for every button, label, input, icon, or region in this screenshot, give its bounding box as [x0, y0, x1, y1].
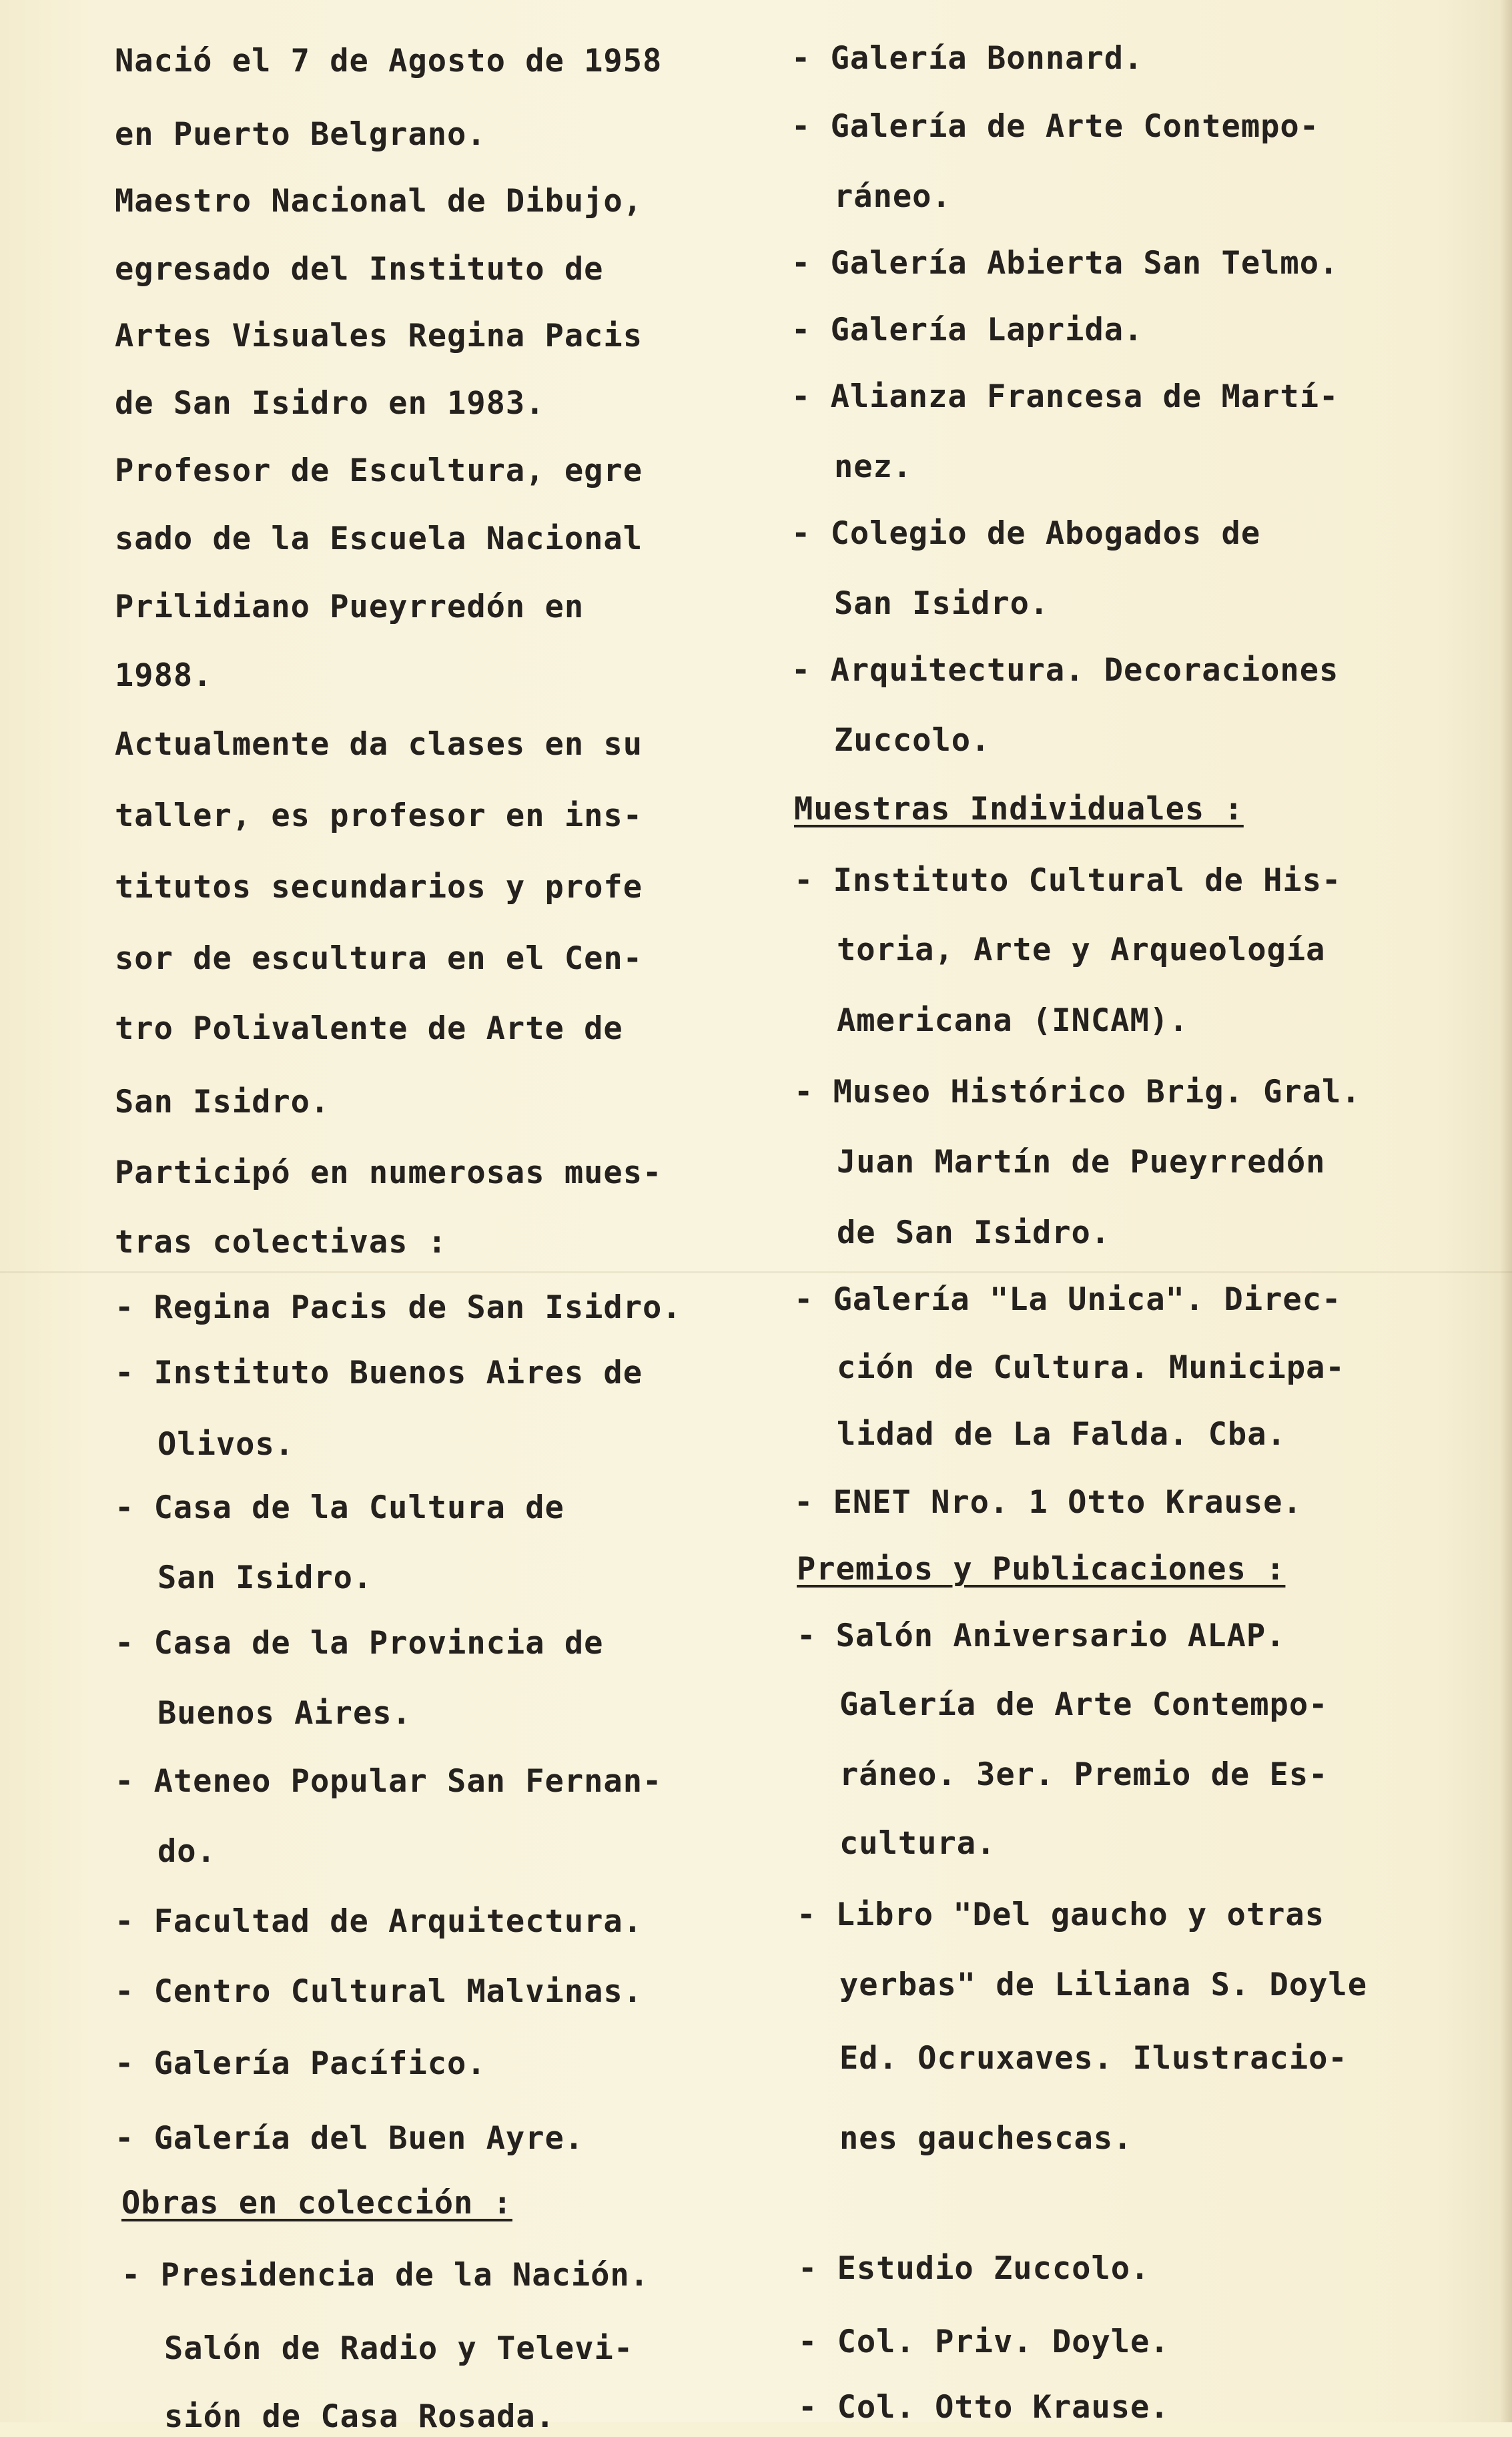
list-item: - Centro Cultural Malvinas.	[115, 1973, 643, 2010]
text-line: de San Isidro en 1983.	[115, 385, 545, 422]
list-item-cont: sión de Casa Rosada.	[164, 2398, 555, 2435]
list-item: - Regina Pacis de San Isidro.	[115, 1289, 682, 1326]
paper-fold	[0, 1271, 1512, 1273]
list-item-cont: San Isidro.	[834, 585, 1050, 622]
section-heading-premios: Premios y Publicaciones :	[797, 1551, 1286, 1588]
list-item: - Galería de Arte Contempo-	[791, 108, 1320, 145]
list-item-cont: toria, Arte y Arqueología	[837, 932, 1326, 968]
list-item-cont: ción de Cultura. Municipa-	[837, 1349, 1345, 1386]
list-item: - Facultad de Arquitectura.	[115, 1903, 643, 1940]
list-item-cont: nes gauchescas.	[839, 2120, 1133, 2157]
list-item: - Presidencia de la Nación.	[121, 2257, 650, 2294]
list-item: - ENET Nro. 1 Otto Krause.	[794, 1484, 1302, 1521]
list-item-cont: yerbas" de Liliana S. Doyle	[839, 1967, 1368, 2003]
text-line: egresado del Instituto de	[115, 251, 604, 288]
text-line: Artes Visuales Regina Pacis	[115, 318, 643, 354]
text-line: tro Polivalente de Arte de	[115, 1010, 623, 1047]
list-item-cont: do.	[157, 1833, 216, 1870]
list-item-cont: Galería de Arte Contempo-	[839, 1686, 1329, 1723]
list-item: - Instituto Cultural de His-	[794, 862, 1342, 899]
text-line: 1988.	[115, 657, 213, 694]
list-item: - Alianza Francesa de Martí-	[791, 378, 1339, 415]
text-line: sor de escultura en el Cen-	[115, 940, 643, 977]
list-item: - Col. Priv. Doyle.	[798, 2324, 1170, 2360]
list-item: - Galería Laprida.	[791, 312, 1144, 348]
list-item: - Arquitectura. Decoraciones	[791, 652, 1339, 689]
list-item: - Ateneo Popular San Fernan-	[115, 1763, 663, 1800]
list-item: - Colegio de Abogados de	[791, 515, 1261, 552]
list-item-cont: Olivos.	[157, 1426, 295, 1463]
list-item: - Museo Histórico Brig. Gral.	[794, 1074, 1361, 1110]
list-item-cont: ráneo. 3er. Premio de Es-	[839, 1756, 1329, 1793]
list-item-cont: Salón de Radio y Televi-	[164, 2330, 634, 2367]
list-item-cont: ráneo.	[834, 178, 952, 215]
list-item: - Instituto Buenos Aires de	[115, 1355, 643, 1391]
text-line: Nació el 7 de Agosto de 1958	[115, 43, 663, 79]
section-heading-obras: Obras en colección :	[121, 2185, 512, 2221]
list-item-cont: de San Isidro.	[837, 1214, 1111, 1251]
list-item: - Casa de la Cultura de	[115, 1489, 564, 1526]
text-line: Prilidiano Pueyrredón en	[115, 589, 585, 625]
text-line: taller, es profesor en ins-	[115, 797, 643, 834]
paper-edge	[1500, 0, 1512, 2422]
list-item-cont: nez.	[834, 448, 913, 485]
list-item: - Col. Otto Krause.	[798, 2389, 1170, 2426]
section-heading-muestras: Muestras Individuales :	[794, 791, 1244, 827]
list-item-cont: Juan Martín de Pueyrredón	[837, 1144, 1326, 1180]
section-intro: tras colectivas :	[115, 1224, 448, 1261]
list-item-cont: Ed. Ocruxaves. Ilustracio-	[839, 2040, 1348, 2077]
list-item: - Libro "Del gaucho y otras	[797, 1896, 1325, 1933]
text-line: sado de la Escuela Nacional	[115, 520, 643, 557]
list-item: - Galería Abierta San Telmo.	[791, 245, 1339, 282]
text-line: San Isidro.	[115, 1084, 330, 1120]
list-item-cont: Buenos Aires.	[157, 1695, 412, 1732]
list-item: - Galería del Buen Ayre.	[115, 2120, 585, 2157]
list-item: - Galería Bonnard.	[791, 40, 1144, 77]
text-line: Actualmente da clases en su	[115, 726, 643, 763]
list-item-cont: cultura.	[839, 1825, 996, 1862]
list-item-cont: Zuccolo.	[834, 722, 991, 759]
list-item: - Estudio Zuccolo.	[798, 2250, 1150, 2287]
list-item: - Galería Pacífico.	[115, 2045, 486, 2082]
text-line: en Puerto Belgrano.	[115, 116, 486, 153]
list-item-cont: Americana (INCAM).	[837, 1002, 1189, 1039]
text-line: Maestro Nacional de Dibujo,	[115, 183, 643, 220]
list-item: - Casa de la Provincia de	[115, 1625, 604, 1662]
text-line: Profesor de Escultura, egre	[115, 452, 643, 489]
list-item-cont: lidad de La Falda. Cba.	[837, 1416, 1286, 1453]
list-item: - Salón Aniversario ALAP.	[797, 1618, 1286, 1654]
text-line: titutos secundarios y profe	[115, 869, 643, 906]
list-item: - Galería "La Unica". Direc-	[794, 1281, 1342, 1318]
text-line: Participó en numerosas mues-	[115, 1154, 663, 1191]
list-item-cont: San Isidro.	[157, 1559, 373, 1596]
